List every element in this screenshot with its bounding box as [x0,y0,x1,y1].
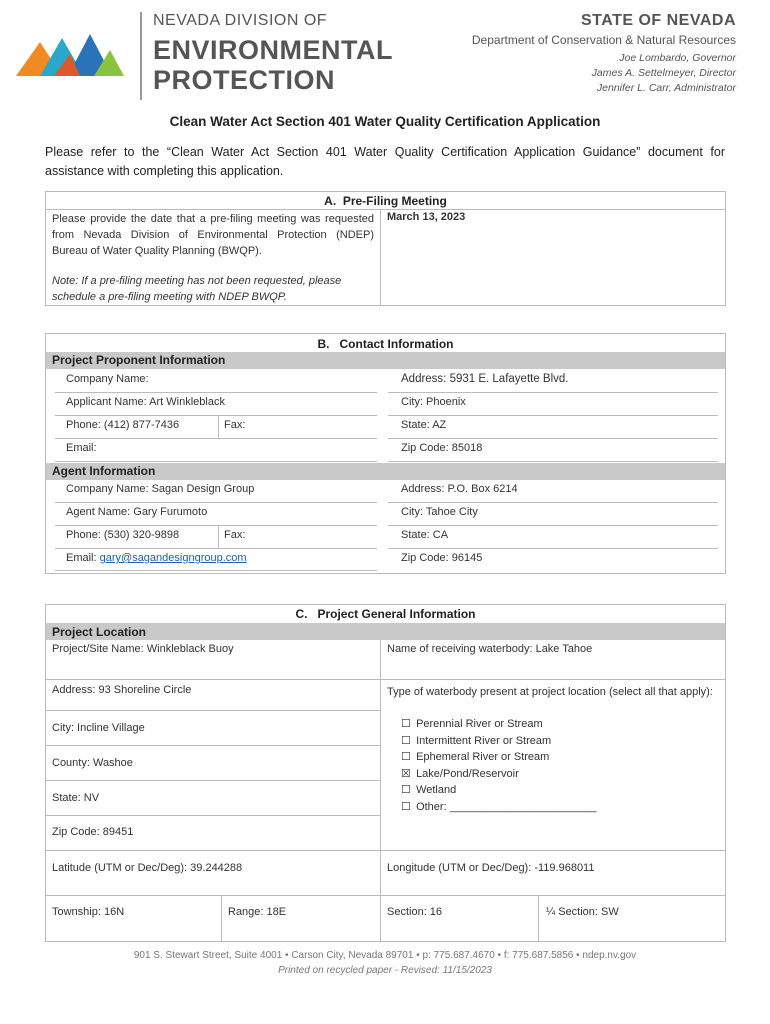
proponent-state-field[interactable]: State: AZ [401,419,447,431]
divider [380,209,381,305]
divider [55,570,377,571]
waterbody-option[interactable] [401,733,597,750]
section-field[interactable]: Section: 16 [387,906,443,918]
option-label: Intermittent River or Stream [416,734,552,747]
ndep-logo [14,28,126,80]
latitude-field[interactable]: Latitude (UTM or Dec/Deg): 39.244288 [52,862,243,874]
divider [221,895,222,942]
option-label: Wetland [416,784,457,797]
proponent-phone-field[interactable]: Phone: (412) 877-7436 [66,419,180,431]
option-label: Perennial River or Stream [416,718,543,730]
official-administrator: Jennifer L. Carr, Administrator [596,82,736,94]
agent-phone-field[interactable]: Phone: (530) 320-9898 [66,529,180,541]
longitude-field[interactable]: Longitude (UTM or Dec/Deg): -119.968011 [387,862,595,874]
range-field[interactable]: Range: 18E [228,906,287,918]
divider [388,438,718,439]
location-label: Project Location [52,625,147,639]
waterbody-name-field[interactable]: Name of receiving waterbody: Lake Tahoe [387,643,593,655]
option-label: Lake/Pond/Reservoir [416,767,519,780]
agent-email-link[interactable]: gary@sagandesigngroup.com [99,552,247,564]
divider [388,502,718,503]
option-label: Other: ________________________ [416,800,597,813]
location-zip-field[interactable]: Zip Code: 89451 [52,826,134,838]
divider [388,461,718,462]
official-director: James A. Settelmeyer, Director [591,67,736,79]
proponent-email-field[interactable]: Email: [66,442,97,454]
footer-revised: Printed on recycled paper - Revised: 11/15/2023 [278,965,492,976]
intro-text: Please refer to the “Clean Water Act Section 401 Water Quality Certification Application Guidance” document for assistance with completing this application. [45,145,725,178]
agent-state-field[interactable]: State: CA [401,529,449,541]
checkbox[interactable]: ☒ [401,767,411,780]
document-title: Clean Water Act Section 401 Water Quality Certification Application [169,114,601,129]
divider [46,850,725,851]
proponent-label: Project Proponent Information [52,353,226,367]
checkbox[interactable]: ☐ [401,734,411,747]
divider [388,392,718,393]
agency-line2: PROTECTION [153,65,336,95]
proponent-company-field[interactable]: Company Name: [66,373,149,385]
divider [46,679,725,680]
dept-name: Department of Conservation & Natural Resources [471,33,736,47]
proponent-city-field[interactable]: City: Phoenix [401,396,466,408]
proponent-address-field[interactable]: Address: 5931 E. Lafayette Blvd. [401,373,569,385]
proponent-zip-field[interactable]: Zip Code: 85018 [401,442,483,454]
location-city-field[interactable]: City: Incline Village [52,722,145,734]
divider [46,745,380,746]
location-bar [46,623,725,640]
divider [45,209,726,210]
township-field[interactable]: Township: 16N [52,906,125,918]
header-divider [140,12,142,100]
divider [55,525,377,526]
waterbody-option[interactable] [401,799,597,816]
section-b-heading: B. Contact Information [317,337,454,351]
proponent-applicant-field[interactable]: Applicant Name: Art Winkleblack [66,396,225,408]
checkbox[interactable]: ☐ [401,718,411,730]
state-title: STATE OF NEVADA [580,12,736,29]
divider [538,895,539,942]
divider [218,415,219,438]
divider [55,438,377,439]
section-a-heading: A. Pre-Filing Meeting [324,194,447,208]
footer-address: 901 S. Stewart Street, Suite 4001 • Carson City, Nevada 89701 • p: 775.687.4670 • f: 775.687.5856 • ndep.nv.gov [133,950,637,961]
checkbox[interactable]: ☐ [401,800,411,813]
agency-line1: ENVIRONMENTAL [153,35,393,65]
location-address-field[interactable]: Address: 93 Shoreline Circle [52,684,192,696]
agency-top: NEVADA DIVISION OF [153,12,328,29]
waterbody-option[interactable] [401,766,597,783]
agent-company-field[interactable]: Company Name: Sagan Design Group [66,483,255,495]
location-state-field[interactable]: State: NV [52,792,100,804]
agent-zip-field[interactable]: Zip Code: 96145 [401,552,483,564]
checkbox[interactable]: ☐ [401,784,411,797]
official-governor: Joe Lombardo, Governor [619,52,736,64]
prefiling-note: Note: If a pre-filing meeting has not been requested, please schedule a pre-filing meeting with NDEP BWQP. [52,275,342,303]
divider [388,548,718,549]
divider [55,392,377,393]
divider [55,415,377,416]
agent-name-field[interactable]: Agent Name: Gary Furumoto [66,506,208,518]
agent-label: Agent Information [52,464,156,478]
agent-fax-field[interactable]: Fax: [224,529,246,541]
proponent-fax-field[interactable]: Fax: [224,419,246,431]
divider [218,525,219,548]
prefiling-date-field[interactable]: March 13, 2023 [387,211,466,223]
waterbody-type-options [401,716,597,816]
agent-email-field[interactable] [66,552,247,564]
divider [46,815,380,816]
prefiling-question: Please provide the date that a pre-filing meeting was requested from Nevada Division of Environmental Protection (NDEP) Bureau of Water Quality Planning (BWQP). [52,213,374,257]
divider [388,415,718,416]
location-county-field[interactable]: County: Washoe [52,757,133,769]
section-c-heading: C. Project General Information [295,607,476,621]
waterbody-type-label: Type of waterbody present at project location (select all that apply): [387,686,713,698]
divider [46,780,380,781]
site-name-field[interactable]: Project/Site Name: Winkleblack Buoy [52,643,234,655]
divider [46,710,380,711]
waterbody-option[interactable] [401,749,597,766]
divider [55,548,377,549]
divider [380,640,381,942]
agent-address-field[interactable]: Address: P.O. Box 6214 [401,483,518,495]
checkbox[interactable]: ☐ [401,751,411,764]
waterbody-option[interactable] [401,716,597,733]
divider [388,525,718,526]
waterbody-option[interactable] [401,782,597,799]
divider [46,895,725,896]
divider [55,502,377,503]
agent-email-label: Email: [66,552,100,564]
quarter-section-field[interactable]: ¼ Section: SW [546,906,619,918]
option-label: Ephemeral River or Stream [416,751,550,764]
agent-city-field[interactable]: City: Tahoe City [401,506,478,518]
divider [55,461,377,462]
